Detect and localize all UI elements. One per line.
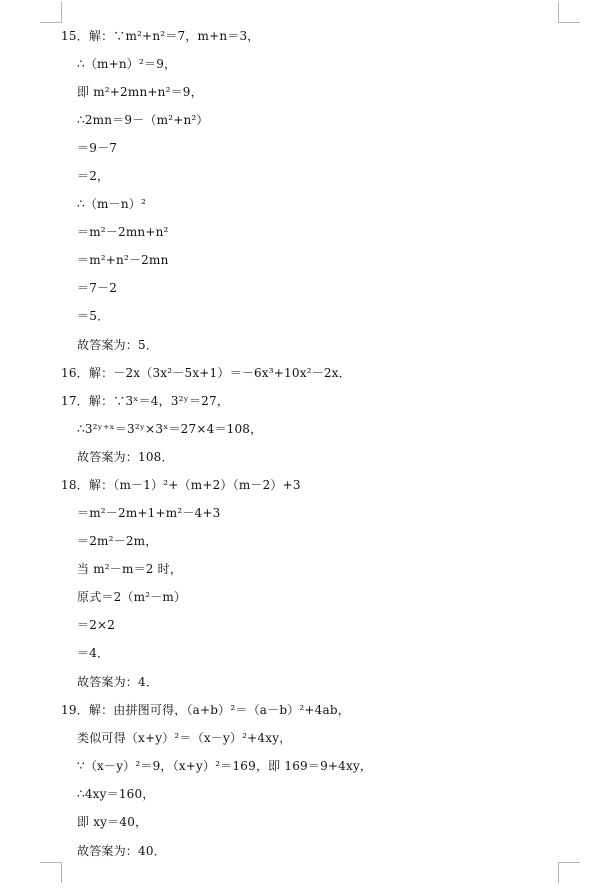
solution-line: ＝m²+n²－2mn — [77, 253, 169, 267]
solution-line: ＝m²－2mn+n² — [77, 225, 169, 239]
solution-line: ∵（x－y）²＝9，（x+y）²＝169，即 169＝9+4xy， — [77, 759, 373, 773]
solution-line: 即 xy＝40， — [77, 815, 148, 829]
solution-line: ＝4． — [77, 646, 110, 660]
solution-line: ＝9－7 — [77, 141, 118, 155]
solution-line: ∴（m－n）² — [77, 197, 146, 211]
solution-line: 原式＝2（m²－m） — [77, 590, 187, 604]
solution-line: ＝7－2 — [77, 281, 118, 295]
solution-line: 17．解：∵3ˣ＝4，3²ʸ＝27， — [61, 394, 230, 408]
solution-line: ＝m²－2m+1+m²－4+3 — [77, 506, 221, 520]
page-corner-mark — [558, 2, 580, 23]
page-corner-mark — [40, 862, 62, 883]
solution-line: ＝2×2 — [77, 618, 116, 632]
page-corner-mark — [558, 862, 580, 883]
solution-line: 19．解：由拼图可得，（a+b）²＝（a－b）²+4ab， — [61, 703, 350, 717]
solution-line: ∴4xy＝160， — [77, 787, 155, 801]
page-corner-mark — [40, 2, 62, 23]
solution-line: ＝5． — [77, 309, 110, 323]
solution-line: ∴2mn＝9－（m²+n²） — [77, 113, 209, 127]
solution-line: 即 m²+2mn+n²＝9， — [77, 85, 203, 99]
solution-line: 15．解：∵m²+n²＝7，m+n＝3， — [61, 29, 260, 43]
solution-line: ＝2， — [77, 169, 110, 183]
solution-line: 18．解：（m－1）²+（m+2）（m－2）+3 — [61, 478, 301, 492]
solution-line: 类似可得（x+y）²＝（x－y）²+4xy， — [77, 731, 292, 745]
solution-line: 故答案为：4． — [77, 675, 159, 689]
solution-line: 故答案为：5． — [77, 338, 159, 352]
solution-line: 故答案为：40． — [77, 844, 166, 858]
solution-line: 当 m²－m＝2 时， — [77, 562, 183, 576]
solution-line: ∴（m+n）²＝9， — [77, 57, 177, 71]
solution-line: 故答案为：108． — [77, 450, 174, 464]
solution-line: ∴3²ʸ⁺ˣ＝3²ʸ×3ˣ＝27×4＝108， — [77, 422, 263, 436]
solution-line: 16．解：－2x（3x²－5x+1）＝－6x³+10x²－2x． — [61, 366, 351, 380]
solution-line: ＝2m²－2m， — [77, 534, 158, 548]
